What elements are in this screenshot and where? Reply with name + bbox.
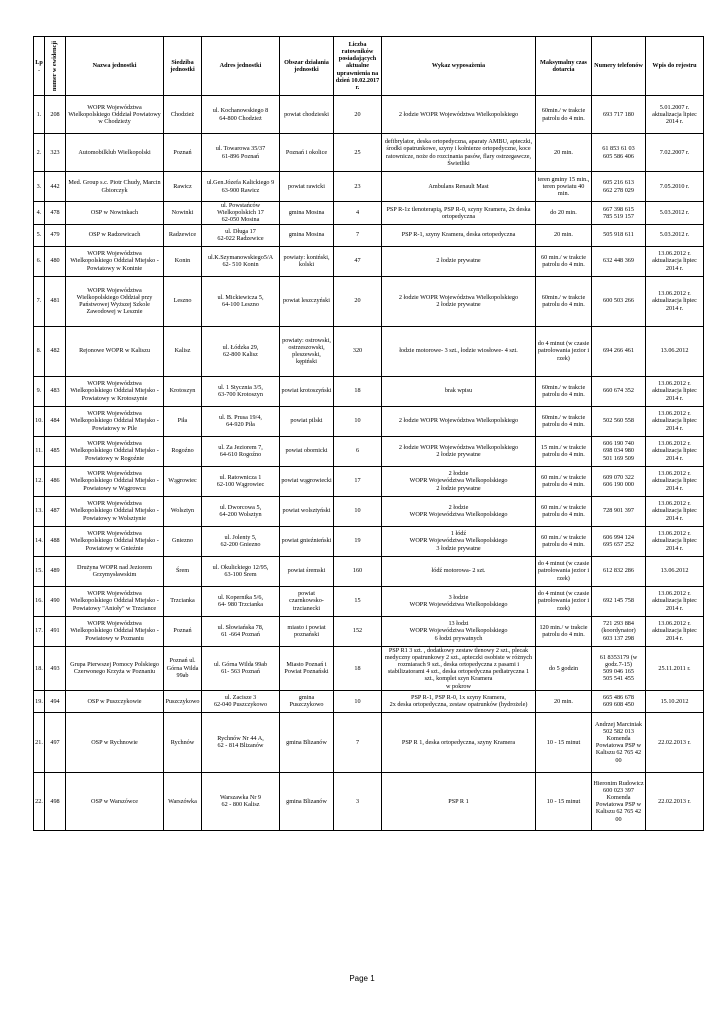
header-siedziba: Siedziba jednostki xyxy=(164,37,202,96)
cell-obszar: powiat gnieźnieński xyxy=(280,526,334,556)
table-row xyxy=(34,466,704,496)
cell-adres: ul. Za Jeziorem 7, 64-610 Rogoźno xyxy=(202,436,280,466)
cell-wpis: 7.02.2007 r. xyxy=(646,134,704,172)
cell-obszar: gmina Mosina xyxy=(280,202,334,225)
header-telefony: Numery telefonów xyxy=(592,37,646,96)
cell-tel: 61 853 61 03 605 586 406 xyxy=(592,134,646,172)
cell-adres: ul. Towarowa 35/37 61-896 Poznań xyxy=(202,134,280,172)
table-row xyxy=(34,202,704,225)
header-czas: Maksymalny czas dotarcia xyxy=(536,37,592,96)
header-wpis: Wpis do rejestru xyxy=(646,37,704,96)
cell-wykaz: 2 łodzie WOPR Województwa Wielkopolskiego xyxy=(382,406,536,436)
cell-siedziba: Warszówka xyxy=(164,772,202,830)
cell-czas: 20 min. xyxy=(536,134,592,172)
cell-nr: 489 xyxy=(45,556,66,586)
cell-siedziba: Wągrowiec xyxy=(164,466,202,496)
cell-liczba: 15 xyxy=(334,586,382,616)
cell-czas: 60min./ w trakcie patrolu do 4 min. xyxy=(536,276,592,326)
cell-nazwa: OSP w Rychnowie xyxy=(66,712,164,772)
cell-siedziba: Nowinki xyxy=(164,202,202,225)
cell-nazwa: OSP w Puszczykowie xyxy=(66,690,164,712)
cell-adres: Warszawka Nr 9 62 - 800 Kalisz xyxy=(202,772,280,830)
cell-lp: 19. xyxy=(34,690,45,712)
cell-nazwa: OSP w Radzewicach xyxy=(66,224,164,246)
cell-wpis: 13.06.2012 xyxy=(646,326,704,376)
cell-obszar: miasto i powiat poznański xyxy=(280,616,334,646)
register-document xyxy=(33,36,703,831)
cell-siedziba: Krotoszyn xyxy=(164,376,202,406)
cell-adres: ul. Mickiewicza 5, 64-100 Leszno xyxy=(202,276,280,326)
cell-wpis: 13.06.2012 r. aktualizacja lipiec 2014 r. xyxy=(646,246,704,276)
cell-siedziba: Kalisz xyxy=(164,326,202,376)
header-obszar: Obszar działania jednostki xyxy=(280,37,334,96)
cell-tel: 728 901 397 xyxy=(592,496,646,526)
cell-adres: ul. Długa 17 62-022 Radzewice xyxy=(202,224,280,246)
cell-siedziba: Radzewice xyxy=(164,224,202,246)
cell-adres: ul. B. Prusa 19/4, 64-920 Piła xyxy=(202,406,280,436)
cell-nr: 485 xyxy=(45,436,66,466)
cell-czas: do 5 godzin xyxy=(536,646,592,690)
cell-obszar: powiat czarnkowsko-trzcianecki xyxy=(280,586,334,616)
cell-wpis: 13.06.2012 r. aktualizacja lipiec 2014 r. xyxy=(646,526,704,556)
table-row xyxy=(34,772,704,830)
cell-tel: 665 486 678 609 608 450 xyxy=(592,690,646,712)
table-row xyxy=(34,96,704,134)
cell-obszar: powiat leszczyński xyxy=(280,276,334,326)
cell-lp: 10. xyxy=(34,406,45,436)
cell-adres: ul.Gen.Józefa Kalickiego 9 63-900 Rawicz xyxy=(202,172,280,202)
header-numer-text: numer w ewidencji xyxy=(51,40,59,92)
cell-lp: 8. xyxy=(34,326,45,376)
cell-nr: 442 xyxy=(45,172,66,202)
cell-liczba: 20 xyxy=(334,276,382,326)
cell-wpis: 7.05.2010 r. xyxy=(646,172,704,202)
cell-wpis: 13.06.2012 r. aktualizacja lipiec 2014 r. xyxy=(646,436,704,466)
cell-liczba: 160 xyxy=(334,556,382,586)
cell-nazwa: WOPR Województwa Wielkopolskiego Oddział przy Państwowej Wyższej Szkole Zawodowej w Lesznie xyxy=(66,276,164,326)
cell-obszar: powiat obornicki xyxy=(280,436,334,466)
cell-czas: 60min./ w trakcie patrolu do 4 min. xyxy=(536,96,592,134)
cell-nr: 494 xyxy=(45,690,66,712)
cell-obszar: powiat rawicki xyxy=(280,172,334,202)
cell-liczba: 10 xyxy=(334,690,382,712)
cell-liczba: 4 xyxy=(334,202,382,225)
cell-nr: 487 xyxy=(45,496,66,526)
cell-czas: do 20 min. xyxy=(536,202,592,225)
cell-nr: 490 xyxy=(45,586,66,616)
cell-nr: 483 xyxy=(45,376,66,406)
cell-nazwa: OSP w Nowinkach xyxy=(66,202,164,225)
cell-czas: do 4 minut (w czasie patrolowania jezior i rzek) xyxy=(536,326,592,376)
cell-tel: Andrzej Marciniak 502 582 013 Komenda Powiatowa PSP w Kaliszu 62 765 42 00 xyxy=(592,712,646,772)
cell-tel: Hieronim Rudowicz 600 023 397 Komenda Powiatowa PSP w Kaliszu 62 765 42 00 xyxy=(592,772,646,830)
cell-wykaz: brak wpisu xyxy=(382,376,536,406)
cell-adres: ul.K.Szymanowskiego5/A 62- 510 Konin xyxy=(202,246,280,276)
cell-siedziba: Puszczykowo xyxy=(164,690,202,712)
cell-nr: 481 xyxy=(45,276,66,326)
table-row xyxy=(34,246,704,276)
cell-wykaz: PSP R-1, szyny Kramera, deska ortopedyczna xyxy=(382,224,536,246)
cell-nazwa: WOPR Województwa Wielkopolskiego Oddział Miejsko - Powiatowy w Wolsztynie xyxy=(66,496,164,526)
cell-wykaz: PSP R-1, PSP R-0, 1x szyny Kramera, 2x deska ortopedyczna, zestaw opatrunków (hydrożele) xyxy=(382,690,536,712)
cell-nazwa: WOPR Województwa Wielkopolskiego Oddział Miejsko - Powiatowy w Rogoźnie xyxy=(66,436,164,466)
cell-czas: 60 min./ w trakcie patrolu do 4 min. xyxy=(536,246,592,276)
cell-obszar: Poznań i okolice xyxy=(280,134,334,172)
cell-wpis: 13.06.2012 r. aktualizacja lipiec 2014 r. xyxy=(646,586,704,616)
cell-adres: ul. Dworcowa 5, 64-200 Wolsztyn xyxy=(202,496,280,526)
cell-liczba: 18 xyxy=(334,646,382,690)
cell-liczba: 152 xyxy=(334,616,382,646)
cell-czas: do 4 minut (w czasie patrolowania jezior i rzek) xyxy=(536,586,592,616)
cell-nr: 497 xyxy=(45,712,66,772)
header-adres: Adres jednostki xyxy=(202,37,280,96)
table-row xyxy=(34,712,704,772)
cell-wykaz: łodzie motorowe- 3 szt., łodzie wiosłowe- 4 szt. xyxy=(382,326,536,376)
cell-lp: 6. xyxy=(34,246,45,276)
cell-siedziba: Rogoźno xyxy=(164,436,202,466)
cell-wpis: 15.10.2012 xyxy=(646,690,704,712)
cell-lp: 11. xyxy=(34,436,45,466)
cell-czas: 60min./ w trakcie patrolu do 4 min. xyxy=(536,376,592,406)
cell-tel: 612 832 286 xyxy=(592,556,646,586)
cell-lp: 2. xyxy=(34,134,45,172)
cell-liczba: 20 xyxy=(334,96,382,134)
cell-siedziba: Konin xyxy=(164,246,202,276)
cell-adres: ul. 1 Stycznia 3/5, 63-700 Krotoszyn xyxy=(202,376,280,406)
table-row xyxy=(34,616,704,646)
cell-czas: 10 - 15 minut xyxy=(536,772,592,830)
cell-wpis: 5.03.2012 r. xyxy=(646,224,704,246)
cell-lp: 18. xyxy=(34,646,45,690)
cell-liczba: 18 xyxy=(334,376,382,406)
cell-adres: Rychnów Nr 44 A, 62 - 814 Blizanów xyxy=(202,712,280,772)
cell-tel: 694 266 461 xyxy=(592,326,646,376)
cell-adres: ul. Kopernika 5/6, 64- 980 Trzcianka xyxy=(202,586,280,616)
cell-adres: ul. Łódzka 29, 62-800 Kalisz xyxy=(202,326,280,376)
cell-adres: ul. Zacisze 3 62-040 Puszczykowo xyxy=(202,690,280,712)
cell-lp: 17. xyxy=(34,616,45,646)
table-row xyxy=(34,646,704,690)
cell-wpis: 13.06.2012 r. aktualizacja lipiec 2014 r. xyxy=(646,466,704,496)
header-lp: Lp. xyxy=(34,37,45,96)
table-row xyxy=(34,690,704,712)
cell-tel: 600 503 266 xyxy=(592,276,646,326)
cell-liczba: 25 xyxy=(334,134,382,172)
cell-nr: 480 xyxy=(45,246,66,276)
cell-obszar: powiat pilski xyxy=(280,406,334,436)
cell-wykaz: PSP R1 3 szt. , dodatkowy zestaw tlenowy 2 szt., plecak medyczny opatrunkowy 2 szt., apteczki osobiste w różnych rozmiarach 9 szt., deska ortopedyczna z pasami i stabilizatorami 4 szt., deska ortopedyczna pediatryczna 1 szt., komplet szyn Kramera w pokrow xyxy=(382,646,536,690)
cell-wpis: 5.01.2007 r. aktualizacja lipiec 2014 r. xyxy=(646,96,704,134)
cell-siedziba: Piła xyxy=(164,406,202,436)
cell-siedziba: Leszno xyxy=(164,276,202,326)
cell-nr: 484 xyxy=(45,406,66,436)
cell-obszar: gmina Blizanów xyxy=(280,772,334,830)
cell-obszar: powiat wolsztyński xyxy=(280,496,334,526)
cell-czas: 60 min./ w trakcie patrolu do 4 min. xyxy=(536,466,592,496)
cell-czas: 60 min./ w trakcie patrolu do 4 min. xyxy=(536,526,592,556)
cell-lp: 1. xyxy=(34,96,45,134)
cell-siedziba: Gniezno xyxy=(164,526,202,556)
cell-obszar: powiat śremski xyxy=(280,556,334,586)
cell-nazwa: WOPR Województwa Wielkopolskiego Oddział Miejsko - Powiatowy w Krotoszynie xyxy=(66,376,164,406)
cell-adres: ul. Słowiańska 78, 61 -664 Poznań xyxy=(202,616,280,646)
table-row xyxy=(34,556,704,586)
cell-liczba: 23 xyxy=(334,172,382,202)
cell-nazwa: WOPR Województwa Wielkopolskiego Oddział Miejsko - Powiatowy w Koninie xyxy=(66,246,164,276)
cell-tel: 502 560 558 xyxy=(592,406,646,436)
cell-tel: 632 448 369 xyxy=(592,246,646,276)
cell-adres: ul. Górna Wilda 99ab 61- 563 Poznań xyxy=(202,646,280,690)
cell-nr: 486 xyxy=(45,466,66,496)
cell-wykaz: 2 łodzie WOPR Województwa Wielkopolskiego xyxy=(382,96,536,134)
cell-siedziba: Poznań xyxy=(164,616,202,646)
cell-obszar: powiaty: ostrowski, ostrzeszowski, pleszewski, kępiński xyxy=(280,326,334,376)
cell-nazwa: Drużyna WOPR nad Jeziorem Grzymysławskim xyxy=(66,556,164,586)
table-row xyxy=(34,172,704,202)
table-body xyxy=(34,96,704,831)
cell-tel: 505 918 611 xyxy=(592,224,646,246)
cell-siedziba: Śrem xyxy=(164,556,202,586)
cell-liczba: 10 xyxy=(334,406,382,436)
table-row xyxy=(34,496,704,526)
table-row xyxy=(34,376,704,406)
cell-czas: 20 min. xyxy=(536,224,592,246)
cell-nr: 498 xyxy=(45,772,66,830)
cell-nazwa: WOPR Województwa Wielkopolskiego Oddział Miejsko - Powiatowy w Gnieźnie xyxy=(66,526,164,556)
cell-wpis: 13.06.2012 r. aktualizacja lipiec 2014 r. xyxy=(646,616,704,646)
cell-liczba: 7 xyxy=(334,712,382,772)
cell-wykaz: 13 łodzi WOPR Województwa Wielkopolskiego 6 łodzi prywatnych xyxy=(382,616,536,646)
header-liczba: Liczba ratowników posiadających aktualne uprawnienia na dzień 10.02.2017 r. xyxy=(334,37,382,96)
cell-obszar: powiat krotoszyński xyxy=(280,376,334,406)
cell-tel: 609 070 322 606 190 000 xyxy=(592,466,646,496)
cell-wykaz: 2 łodzie WOPR Województwa Wielkopolskiego xyxy=(382,496,536,526)
cell-lp: 14. xyxy=(34,526,45,556)
header-wykaz: Wykaz wyposażenia xyxy=(382,37,536,96)
table-header-row xyxy=(34,37,704,96)
cell-wykaz: 2 łodzie WOPR Województwa Wielkopolskiego 2 łodzie prywatne xyxy=(382,466,536,496)
cell-lp: 16. xyxy=(34,586,45,616)
cell-lp: 4. xyxy=(34,202,45,225)
cell-tel: 667 398 615 785 519 157 xyxy=(592,202,646,225)
cell-obszar: powiat chodzieski xyxy=(280,96,334,134)
cell-liczba: 19 xyxy=(334,526,382,556)
cell-nr: 491 xyxy=(45,616,66,646)
cell-obszar: Miasto Poznań i Powiat Poznański xyxy=(280,646,334,690)
cell-siedziba: Rychnów xyxy=(164,712,202,772)
cell-nazwa: Med. Group s.c. Piotr Chudy, Marcin Gbiorczyk xyxy=(66,172,164,202)
cell-obszar: powiaty: koniński, kolski xyxy=(280,246,334,276)
cell-lp: 15. xyxy=(34,556,45,586)
cell-wpis: 22.02.2013 r. xyxy=(646,712,704,772)
table-row xyxy=(34,406,704,436)
table-row xyxy=(34,224,704,246)
cell-czas: do 4 minut (w czasie patrolowania jezior i rzek) xyxy=(536,556,592,586)
cell-obszar: gmina Blizanów xyxy=(280,712,334,772)
cell-obszar: gmina Mosina xyxy=(280,224,334,246)
table-row xyxy=(34,134,704,172)
cell-nazwa: Automobilklub Wielkopolski xyxy=(66,134,164,172)
cell-wykaz: 2 łodzie WOPR Województwa Wielkopolskiego 2 łodzie prywatne xyxy=(382,436,536,466)
cell-nr: 482 xyxy=(45,326,66,376)
cell-wpis: 25.11.2011 r. xyxy=(646,646,704,690)
cell-adres: ul. Okulickiego 12/95, 63-100 Śrem xyxy=(202,556,280,586)
cell-liczba: 17 xyxy=(334,466,382,496)
cell-wykaz: 2 łodzie WOPR Województwa Wielkopolskiego 2 łodzie prywatne xyxy=(382,276,536,326)
cell-siedziba: Poznań ul. Górna Wilda 99ab xyxy=(164,646,202,690)
cell-liczba: 3 xyxy=(334,772,382,830)
cell-obszar: powiat wągrowiecki xyxy=(280,466,334,496)
cell-nr: 493 xyxy=(45,646,66,690)
cell-nazwa: Grupa Pierwszej Pomocy Polskiego Czerwonego Krzyża w Poznaniu xyxy=(66,646,164,690)
cell-wpis: 22.02.2013 r. xyxy=(646,772,704,830)
cell-lp: 13. xyxy=(34,496,45,526)
cell-wykaz: defibrylator, deska ortopedyczna, aparaty AMBU, apteczki, środki opatrunkowe, szyny i kołnierze ortopedyczne, koce ratownicze, noże do rozcinania pasów, flary ostrzegawcze, Świetliki xyxy=(382,134,536,172)
cell-nr: 488 xyxy=(45,526,66,556)
cell-nr: 478 xyxy=(45,202,66,225)
cell-nazwa: WOPR Województwa Wielkopolskiego Oddział Miejsko - Powiatowy w Poznaniu xyxy=(66,616,164,646)
cell-nazwa: OSP w Warszówce xyxy=(66,772,164,830)
cell-wykaz: 1 łódź WOPR Województwa Wielkopolskiego 3 łodzie prywatne xyxy=(382,526,536,556)
cell-czas: 60 min./ w trakcie patrolu do 4 min. xyxy=(536,496,592,526)
cell-adres: ul. Kochanowskiego 8 64-800 Chodzież xyxy=(202,96,280,134)
cell-lp: 21. xyxy=(34,712,45,772)
header-numer xyxy=(45,37,66,96)
cell-liczba: 7 xyxy=(334,224,382,246)
cell-nazwa: WOPR Województwa Wielkopolskiego Oddział Miejsko - Powiatowy "Anioły" w Trzciance xyxy=(66,586,164,616)
cell-adres: ul. Ratownicza 1 62-100 Wągrowiec xyxy=(202,466,280,496)
cell-wpis: 13.06.2012 xyxy=(646,556,704,586)
cell-tel: 605 216 613 662 278 029 xyxy=(592,172,646,202)
cell-wykaz: Ambulans Renault Mast xyxy=(382,172,536,202)
cell-czas: 120 min./ w trakcie patrolu do 4 min. xyxy=(536,616,592,646)
cell-siedziba: Trzcianka xyxy=(164,586,202,616)
cell-wpis: 13.06.2012 r. aktualizacja lipiec 2014 r. xyxy=(646,276,704,326)
cell-nazwa: WOPR Województwa Wielkopolskiego Oddział Miejsko - Powiatowy w Pile xyxy=(66,406,164,436)
cell-siedziba: Rawicz xyxy=(164,172,202,202)
cell-siedziba: Chodzież xyxy=(164,96,202,134)
cell-nazwa: WOPR Województwa Wielkopolskiego Oddział Powiatowy w Chodzieży xyxy=(66,96,164,134)
cell-lp: 7. xyxy=(34,276,45,326)
cell-siedziba: Wolsztyn xyxy=(164,496,202,526)
cell-tel: 692 145 758 xyxy=(592,586,646,616)
cell-tel: 693 717 180 xyxy=(592,96,646,134)
cell-adres: ul. Jolenty 5, 62-200 Gniezno xyxy=(202,526,280,556)
cell-lp: 5. xyxy=(34,224,45,246)
cell-tel: 721 293 884 (koordynator) 603 137 298 xyxy=(592,616,646,646)
cell-wykaz: PSP R-1z tlenoterapią, PSP R-0, szyny Kramera, 2x deska ortopedyczna xyxy=(382,202,536,225)
cell-wykaz: 2 łodzie prywatne xyxy=(382,246,536,276)
header-nazwa: Nazwa jednostki xyxy=(66,37,164,96)
cell-wpis: 13.06.2012 r. aktualizacja lipiec 2014 r. xyxy=(646,376,704,406)
cell-czas: teren gminy 15 min., teren powiatu 40 min. xyxy=(536,172,592,202)
page-number: Page 1 xyxy=(349,974,375,983)
cell-lp: 9. xyxy=(34,376,45,406)
cell-wykaz: 3 łodzie WOPR Województwa Wielkopolskiego xyxy=(382,586,536,616)
table-row xyxy=(34,586,704,616)
cell-czas: 20 min. xyxy=(536,690,592,712)
cell-wpis: 5.03.2012 r. xyxy=(646,202,704,225)
cell-lp: 3. xyxy=(34,172,45,202)
cell-liczba: 47 xyxy=(334,246,382,276)
cell-wykaz: PSP R 1 xyxy=(382,772,536,830)
cell-liczba: 6 xyxy=(334,436,382,466)
cell-nr: 479 xyxy=(45,224,66,246)
cell-tel: 606 190 740 698 034 980 501 169 509 xyxy=(592,436,646,466)
cell-nazwa: WOPR Województwa Wielkopolskiego Oddział Miejsko - Powiatowy w Wągrowcu xyxy=(66,466,164,496)
cell-nr: 208 xyxy=(45,96,66,134)
cell-wykaz: łódź motorowa- 2 szt. xyxy=(382,556,536,586)
cell-wpis: 13.06.2012 r. aktualizacja lipiec 2014 r. xyxy=(646,406,704,436)
cell-lp: 12. xyxy=(34,466,45,496)
cell-nr: 323 xyxy=(45,134,66,172)
cell-wpis: 13.06.2012 r. aktualizacja lipiec 2014 r. xyxy=(646,496,704,526)
table-row xyxy=(34,436,704,466)
cell-lp: 22. xyxy=(34,772,45,830)
cell-czas: 10 - 15 minut xyxy=(536,712,592,772)
cell-tel: 61 8353179 (w godz.7-15) 509 046 165 505 541 455 xyxy=(592,646,646,690)
cell-czas: 15 min./ w trakcie patrolu do 4 min. xyxy=(536,436,592,466)
cell-nazwa: Rejonowe WOPR w Kaliszu xyxy=(66,326,164,376)
cell-liczba: 320 xyxy=(334,326,382,376)
rescue-units-table xyxy=(33,36,704,831)
cell-tel: 606 994 124 695 657 252 xyxy=(592,526,646,556)
table-row xyxy=(34,276,704,326)
cell-obszar: gmina Puszczykowo xyxy=(280,690,334,712)
table-row xyxy=(34,526,704,556)
table-row xyxy=(34,326,704,376)
cell-tel: 660 674 352 xyxy=(592,376,646,406)
cell-wykaz: PSP R 1, deska ortopedyczna, szyny Kramera xyxy=(382,712,536,772)
cell-siedziba: Poznań xyxy=(164,134,202,172)
cell-adres: ul. Powstańców Wielkopolskich 17 62-050 Mosina xyxy=(202,202,280,225)
cell-czas: 60min./ w trakcie patrolu do 4 min. xyxy=(536,406,592,436)
cell-liczba: 10 xyxy=(334,496,382,526)
